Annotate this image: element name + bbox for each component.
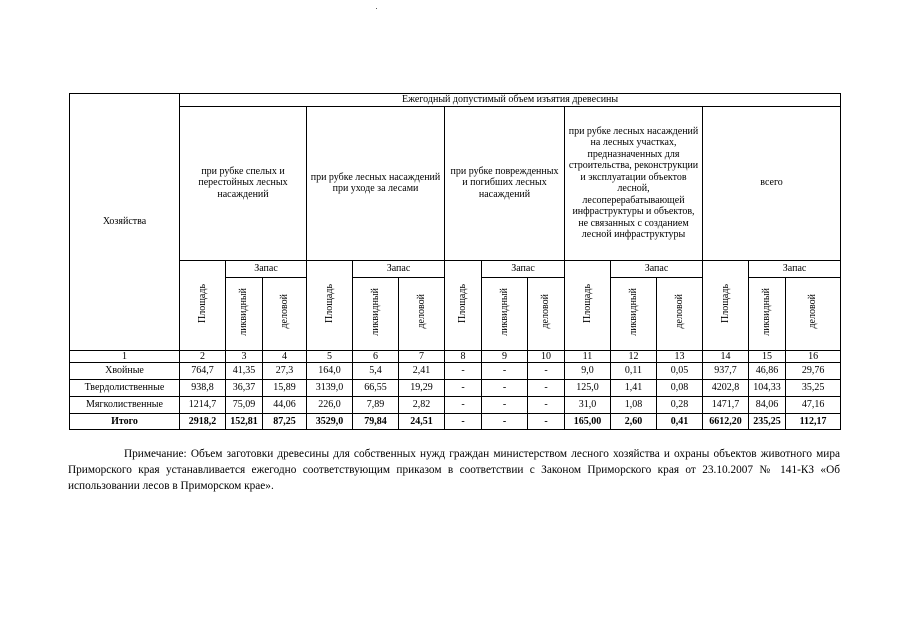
table-cell: 19,29	[399, 380, 445, 397]
header-farms: Хозяйства	[70, 94, 180, 351]
note-text: Примечание: Объем заготовки древесины для собственных нужд граждан министерством лесного хозяйства и охраны объектов животного мира Приморского края устанавливается ежегодно соответствующим приказом в соответствии с Законом Приморского края от 23.10.2007 № 141-КЗ «Об использовании лесов в Приморском крае».	[68, 448, 840, 492]
table-cell: 1471,7	[703, 397, 749, 414]
table-cell: 66,55	[353, 380, 399, 397]
business-header: деловой	[528, 277, 565, 350]
column-number: 4	[263, 350, 307, 363]
table-cell: 79,84	[353, 414, 399, 430]
table-cell: 46,86	[749, 363, 786, 380]
table-cell: -	[445, 414, 482, 430]
business-header: деловой	[399, 277, 445, 350]
table-cell: -	[482, 363, 528, 380]
table-cell: -	[445, 363, 482, 380]
liquid-header: ликвидный	[482, 277, 528, 350]
stray-dot	[376, 8, 377, 9]
liquid-header: ликвидный	[353, 277, 399, 350]
table-cell: -	[445, 380, 482, 397]
stock-header: Запас	[749, 260, 841, 277]
table-cell: 2,60	[611, 414, 657, 430]
liquid-header: ликвидный	[611, 277, 657, 350]
table-cell: -	[482, 414, 528, 430]
table-cell: 235,25	[749, 414, 786, 430]
table-cell: -	[482, 397, 528, 414]
table-cell: -	[528, 397, 565, 414]
table-row	[70, 363, 841, 380]
table-cell: 0,28	[657, 397, 703, 414]
business-header: деловой	[263, 277, 307, 350]
area-header: Площадь	[565, 260, 611, 350]
stock-header: Запас	[611, 260, 703, 277]
table-cell: 2,82	[399, 397, 445, 414]
table-cell: 764,7	[180, 363, 226, 380]
table-cell: 0,08	[657, 380, 703, 397]
column-number: 3	[226, 350, 263, 363]
area-header: Площадь	[307, 260, 353, 350]
table-cell: 1,41	[611, 380, 657, 397]
table-cell: 7,89	[353, 397, 399, 414]
column-number: 11	[565, 350, 611, 363]
table-cell: -	[528, 414, 565, 430]
table-cell: 75,09	[226, 397, 263, 414]
table-cell: 87,25	[263, 414, 307, 430]
table-cell: 6612,20	[703, 414, 749, 430]
area-header: Площадь	[180, 260, 226, 350]
column-number: 2	[180, 350, 226, 363]
table-cell: 226,0	[307, 397, 353, 414]
table-cell: 9,0	[565, 363, 611, 380]
table-cell: -	[528, 380, 565, 397]
column-number: 5	[307, 350, 353, 363]
group-header: при рубке лесных насаждений на лесных участках, предназначенных для строительства, реконструкции и эксплуатации объектов лесной, лесоперерабатывающей инфраструктуры и объектов, не связанных с созданием лесной инфраструктуры	[565, 106, 703, 260]
table-cell: 165,00	[565, 414, 611, 430]
table-cell: 31,0	[565, 397, 611, 414]
table-cell: 3529,0	[307, 414, 353, 430]
table-cell: 152,81	[226, 414, 263, 430]
table-cell: 4202,8	[703, 380, 749, 397]
column-number: 15	[749, 350, 786, 363]
table-cell: 1214,7	[180, 397, 226, 414]
column-number: 14	[703, 350, 749, 363]
table-cell: 104,33	[749, 380, 786, 397]
group-header: при рубке поврежденных и погибших лесных насаждений	[445, 106, 565, 260]
row-label: Мягколиственные	[70, 397, 180, 414]
column-number: 12	[611, 350, 657, 363]
column-number: 13	[657, 350, 703, 363]
table-cell: 937,7	[703, 363, 749, 380]
table-cell: -	[482, 380, 528, 397]
table-cell: -	[528, 363, 565, 380]
total-label: Итого	[70, 414, 180, 430]
column-number: 10	[528, 350, 565, 363]
table-cell: 112,17	[786, 414, 841, 430]
row-label: Твердолиственные	[70, 380, 180, 397]
table-cell: 35,25	[786, 380, 841, 397]
column-number: 9	[482, 350, 528, 363]
table-cell: 938,8	[180, 380, 226, 397]
column-number: 8	[445, 350, 482, 363]
liquid-header: ликвидный	[226, 277, 263, 350]
stock-header: Запас	[353, 260, 445, 277]
table-cell: 0,11	[611, 363, 657, 380]
table-cell: 125,0	[565, 380, 611, 397]
group-header: всего	[703, 106, 841, 260]
header-top-title: Ежегодный допустимый объем изъятия древесины	[180, 94, 841, 107]
table-cell: 2,41	[399, 363, 445, 380]
table-cell: -	[445, 397, 482, 414]
table-cell: 24,51	[399, 414, 445, 430]
table-cell: 27,3	[263, 363, 307, 380]
group-header: при рубке лесных насаждений при уходе за лесами	[307, 106, 445, 260]
table-cell: 41,35	[226, 363, 263, 380]
liquid-header: ликвидный	[749, 277, 786, 350]
group-header: при рубке спелых и перестойных лесных насаждений	[180, 106, 307, 260]
table-cell: 3139,0	[307, 380, 353, 397]
table-cell: 0,41	[657, 414, 703, 430]
business-header: деловой	[657, 277, 703, 350]
table-cell: 47,16	[786, 397, 841, 414]
table-cell: 164,0	[307, 363, 353, 380]
table-cell: 5,4	[353, 363, 399, 380]
column-number: 1	[70, 350, 180, 363]
column-number: 16	[786, 350, 841, 363]
table-row	[70, 397, 841, 414]
table-cell: 29,76	[786, 363, 841, 380]
table-cell: 15,89	[263, 380, 307, 397]
table-cell: 36,37	[226, 380, 263, 397]
business-header: деловой	[786, 277, 841, 350]
stock-header: Запас	[226, 260, 307, 277]
area-header: Площадь	[445, 260, 482, 350]
table-cell: 0,05	[657, 363, 703, 380]
table-cell: 1,08	[611, 397, 657, 414]
table-cell: 84,06	[749, 397, 786, 414]
table-cell: 2918,2	[180, 414, 226, 430]
table-cell: 44,06	[263, 397, 307, 414]
column-number: 6	[353, 350, 399, 363]
area-header: Площадь	[703, 260, 749, 350]
table-row	[70, 380, 841, 397]
stock-header: Запас	[482, 260, 565, 277]
total-row	[70, 414, 841, 430]
row-label: Хвойные	[70, 363, 180, 380]
column-number: 7	[399, 350, 445, 363]
wood-harvest-table	[69, 93, 841, 430]
